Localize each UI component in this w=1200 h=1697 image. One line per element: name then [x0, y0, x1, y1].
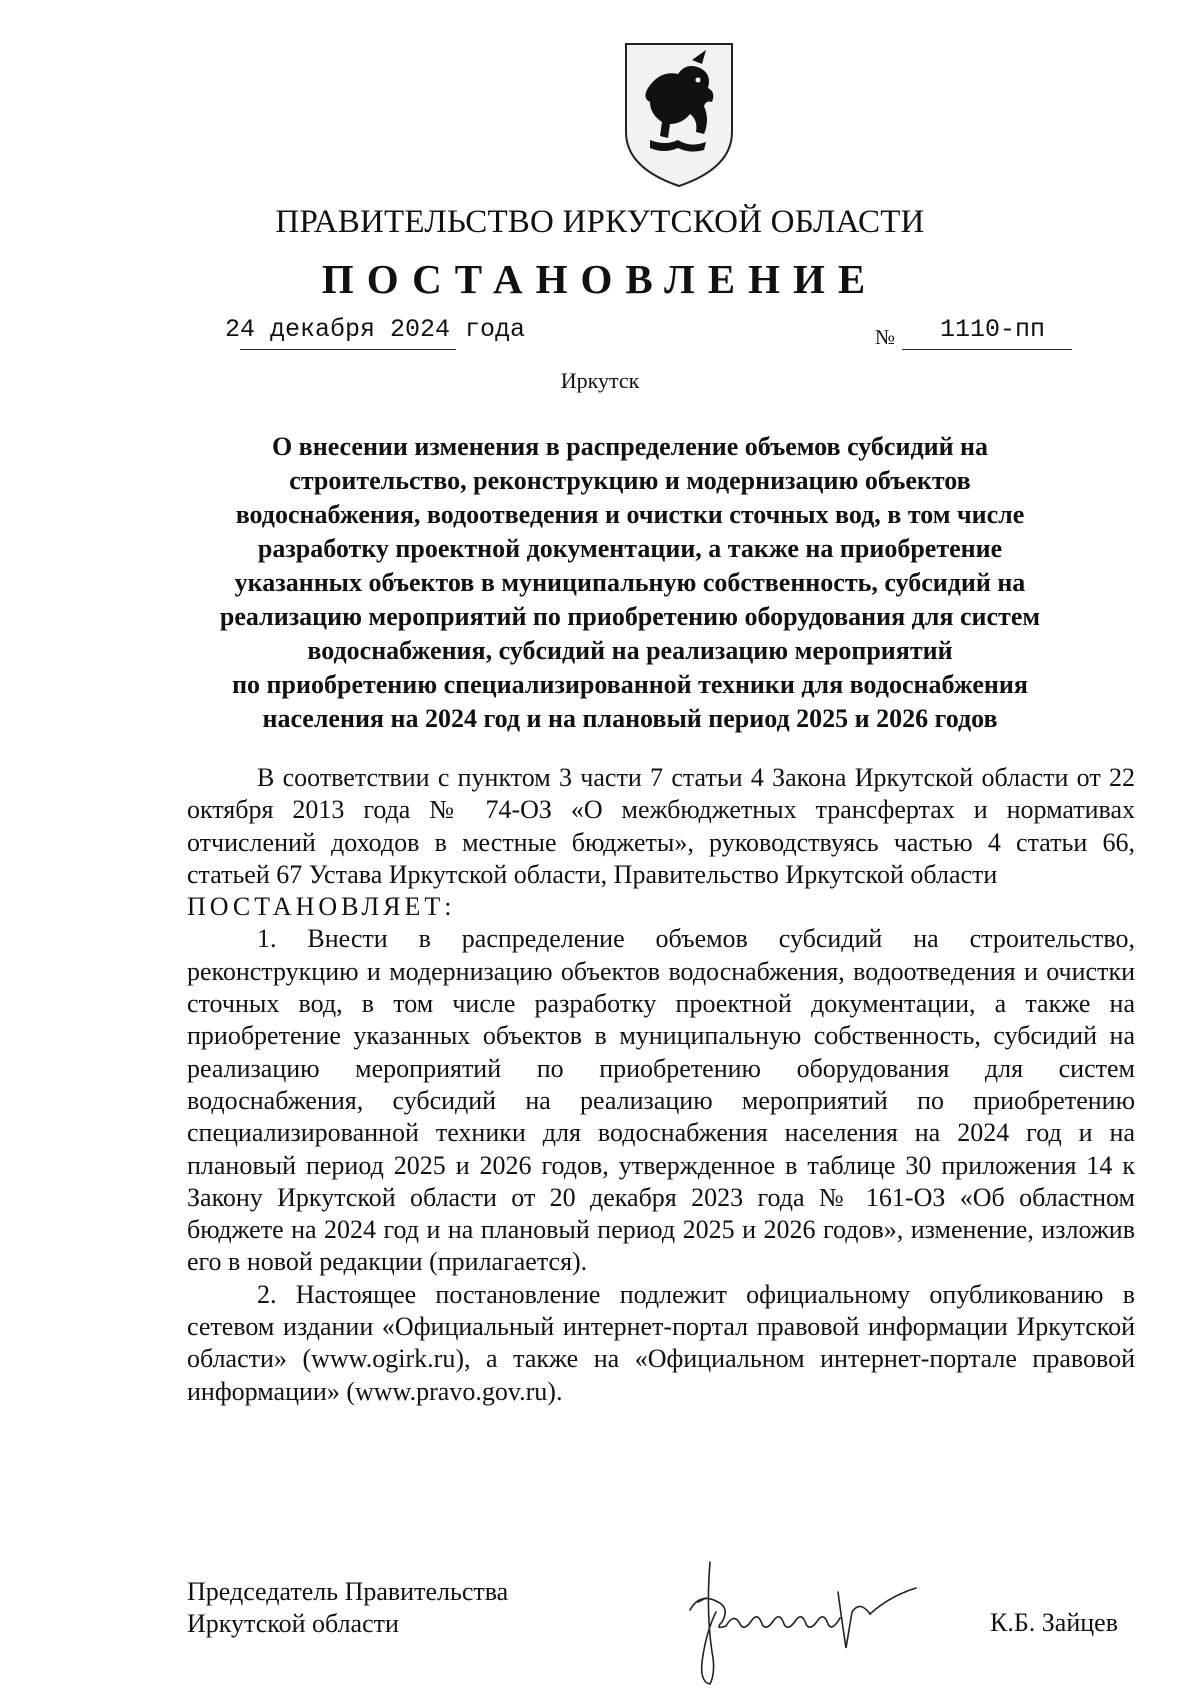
coat-of-arms-icon: [620, 40, 738, 190]
title-line: строительство, реконструкцию и модернизацию объектов: [289, 466, 971, 495]
signature-icon: [670, 1552, 930, 1692]
document-body: [187, 762, 1135, 1408]
document-date: 24 декабря 2024 года: [225, 315, 526, 344]
title-line: водоснабжения, водоотведения и очистки сточных вод, в том числе: [235, 500, 1025, 529]
title-line: указанных объектов в муниципальную собственность, субсидий на: [234, 568, 1026, 597]
document-title: [150, 430, 1110, 736]
title-line: по приобретению специализированной техники для водоснабжения: [232, 670, 1028, 699]
city-name: Иркутск: [560, 368, 640, 393]
title-line: реализацию мероприятий по приобретению оборудования для систем: [219, 602, 1041, 631]
number-label: №: [875, 325, 896, 349]
document-number: 1110-пп: [940, 315, 1046, 344]
signatory-title: [187, 1576, 508, 1640]
signatory-name: К.Б. Зайцев: [990, 1608, 1118, 1637]
item-1-paragraph: 1. Внести в распределение объемов субсидий на строительство, реконструкцию и модернизацию объектов водоснабжения, водоотведения и очистки сточных вод, в том числе разработку проектной документации, а также на приобретение указанных объектов в муниципальную собственность, субсидий на реализацию мероприятий по приобретению оборудования для систем водоснабжения, субсидий на реализацию мероприятий по приобретению специализированной техники для водоснабжения населения на 2024 год и на плановый период 2025 и 2026 годов, утвержденное в таблице 30 приложения 14 к Закону Иркутской области от 20 декабря 2023 года № 161-ОЗ «Об областном бюджете на 2024 год и на плановый период 2025 и 2026 годов», изменение, изложив его в новой редакции (прилагается).: [187, 924, 1135, 1277]
government-name: ПРАВИТЕЛЬСТВО ИРКУТСКОЙ ОБЛАСТИ: [275, 204, 925, 240]
title-line: водоснабжения, субсидий на реализацию мероприятий: [307, 636, 953, 665]
signatory-title-line-1: Председатель Правительства: [187, 1577, 509, 1606]
title-line: разработку проектной документации, а также на приобретение: [257, 534, 1003, 563]
decree-word: ПОСТАНОВЛЯЕТ:: [187, 892, 456, 922]
signatory-title-line-2: Иркутской области: [187, 1609, 399, 1638]
item-2-paragraph: 2. Настоящее постановление подлежит официальному опубликованию в сетевом издании «Официальный интернет-портал правовой информации Иркутской области» (www.ogirk.ru), а также на «Официальном интернет-портале правовой информации» (www.pravo.gov.ru).: [187, 1279, 1135, 1406]
preamble-paragraph: В соответствии с пунктом 3 части 7 статьи 4 Закона Иркутской области от 22 октября 2013 года № 74-ОЗ «О межбюджетных трансфертах и нормативах отчислений доходов в местные бюджеты», руководствуясь частью 4 статьи 66, статьей 67 Устава Иркутской области, Правительство Иркутской области: [187, 763, 1135, 889]
date-underline: [240, 349, 456, 350]
document-type: ПОСТАНОВЛЕНИЕ: [321, 256, 879, 302]
title-line: населения на 2024 год и на плановый период 2025 и 2026 годов: [262, 704, 998, 733]
title-line: О внесении изменения в распределение объемов субсидий на: [271, 432, 989, 461]
number-underline: [902, 349, 1072, 350]
